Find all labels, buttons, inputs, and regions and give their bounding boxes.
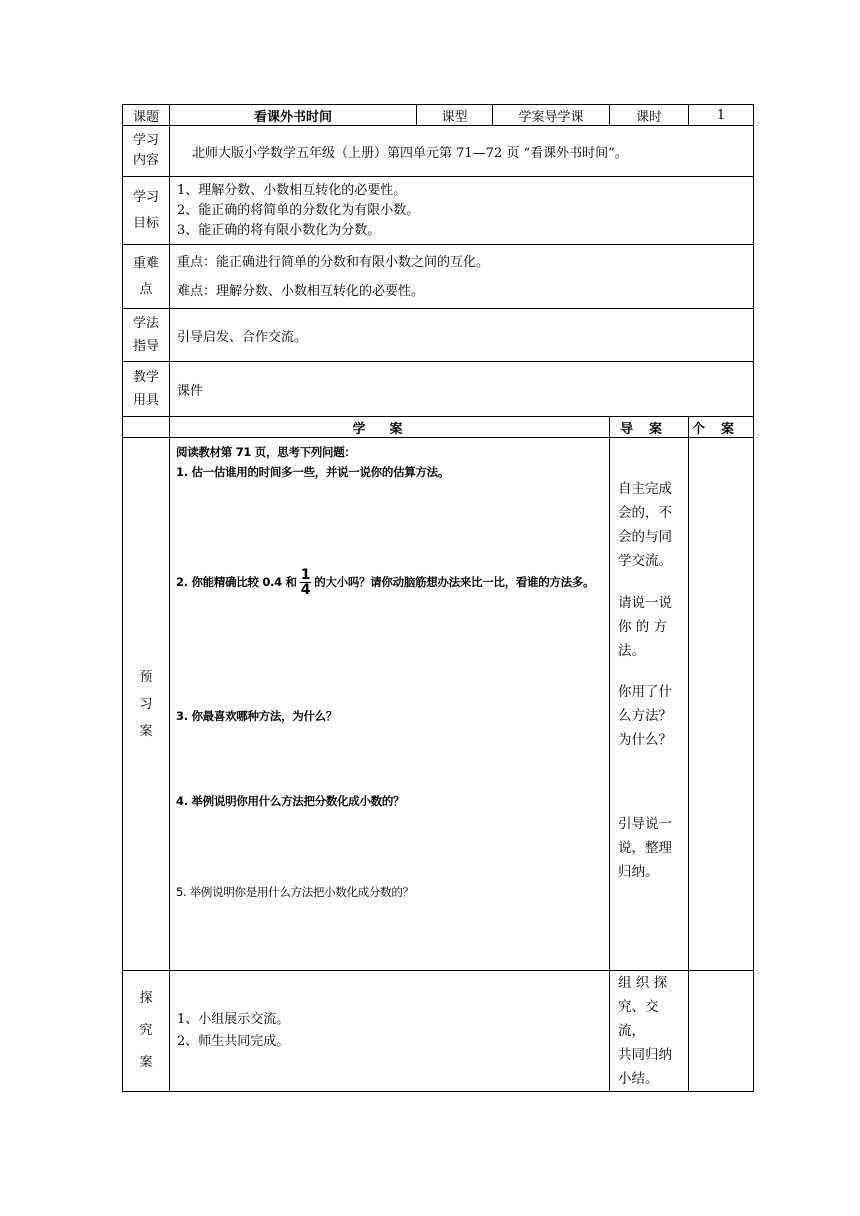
content-label	[123, 126, 170, 177]
guide-line: 引导说一	[618, 816, 672, 832]
explore-guide-line: 小结。	[618, 1071, 659, 1087]
topic-label: 课题	[123, 105, 170, 126]
guide-line: 么方法？	[618, 708, 672, 724]
section-header-blank	[123, 417, 170, 438]
tools-label-line-1: 教学	[132, 370, 159, 385]
tools-label	[123, 362, 170, 417]
method-label-line-2: 指导	[132, 339, 159, 354]
guide-note-4	[618, 812, 680, 884]
guide-line: 为什么？	[618, 732, 672, 748]
preview-question-2	[176, 568, 594, 597]
preview-questions	[170, 438, 610, 971]
explore-guide-line: 组 织 探	[618, 975, 668, 991]
explore-label-char: 探	[139, 991, 153, 1006]
preview-label-char: 预	[139, 669, 153, 685]
preview-question-3: 3. 你最喜欢哪种方法，为什么？	[176, 709, 338, 723]
fraction-one-quarter	[300, 568, 311, 597]
goals-label	[123, 177, 170, 245]
explore-label	[123, 971, 170, 1092]
content-text: 北师大版小学数学五年级（上册）第四单元第 71—72 页 “看课外书时间”。	[170, 126, 754, 177]
topic-value: 看课外书时间	[170, 105, 417, 126]
guide-line: 自主完成	[618, 481, 672, 497]
goal-item: 1、理解分数、小数相互转化的必要性。	[177, 182, 407, 198]
fraction-denominator: 4	[300, 582, 311, 598]
preview-intro: 阅读教材第 71 页，思考下列问题：	[176, 445, 356, 459]
explore-label-char: 案	[139, 1055, 153, 1070]
preview-question-1: 1. 估一估谁用的时间多一些，并说一说你的估算方法。	[176, 465, 450, 479]
key-label-line-2: 点	[139, 281, 153, 297]
key-points-row	[123, 245, 754, 309]
key-points-label	[123, 245, 170, 309]
q2-text-before: 2. 你能精确比较 0.4 和	[176, 575, 297, 589]
preview-row	[123, 438, 754, 971]
study-header-text: 学案	[352, 421, 427, 437]
guide-line: 法。	[618, 643, 645, 659]
content-label-line-1: 学习	[132, 133, 159, 148]
preview-personal	[689, 438, 754, 971]
guide-header	[610, 417, 689, 438]
guide-line: 会的与同	[618, 529, 672, 545]
fraction-numerator: 1	[300, 567, 311, 583]
guide-line: 请说一说	[618, 595, 672, 611]
tools-text: 课件	[170, 362, 754, 417]
explore-personal	[689, 971, 754, 1092]
personal-header-text: 个案	[692, 421, 751, 437]
q2-text-after: 的大小吗？请你动脑筋想办法来比一比，看谁的方法多。	[314, 575, 595, 589]
type-label: 课型	[417, 105, 493, 126]
goals-row	[123, 177, 754, 245]
goal-item: 2、能正确的将简单的分数化为有限小数。	[177, 202, 420, 218]
explore-guide-line: 究、交流，	[618, 999, 659, 1039]
period-label: 课时	[610, 105, 689, 126]
guide-header-text: 导案	[620, 421, 679, 437]
guide-note-2	[618, 591, 680, 663]
section-header-row	[123, 417, 754, 438]
guide-line: 你 的 方	[618, 619, 668, 635]
guide-line: 说，整理	[618, 840, 672, 856]
content-row	[123, 126, 754, 177]
preview-question-4: 4. 举例说明你用什么方法把分数化成小数的？	[176, 794, 405, 808]
explore-items	[170, 971, 610, 1092]
content-label-line-2: 内容	[132, 153, 159, 168]
explore-label-char: 究	[139, 1023, 153, 1038]
key-point-item: 重点：能正确进行简单的分数和有限小数之间的互化。	[177, 254, 490, 270]
lesson-plan-table	[122, 104, 754, 1092]
explore-row	[123, 971, 754, 1092]
header-row	[123, 105, 754, 126]
guide-note-1	[618, 477, 680, 573]
key-point-item: 难点：理解分数、小数相互转化的必要性。	[177, 283, 425, 299]
explore-item: 2、师生共同完成。	[177, 1034, 290, 1049]
explore-guide-line: 共同归纳	[618, 1047, 672, 1063]
method-label	[123, 309, 170, 362]
study-header	[170, 417, 610, 438]
tools-row	[123, 362, 754, 417]
key-label-line-1: 重难	[132, 255, 159, 271]
preview-label-char: 案	[139, 723, 153, 739]
guide-line: 你用了什	[618, 684, 672, 700]
guide-line: 学交流。	[618, 553, 672, 569]
explore-guide	[610, 971, 689, 1092]
goals-label-line-1: 学习	[132, 189, 159, 205]
goals-label-line-2: 目标	[132, 215, 159, 231]
guide-line: 归纳。	[618, 864, 659, 880]
explore-item: 1、小组展示交流。	[177, 1012, 290, 1027]
personal-header	[689, 417, 754, 438]
period-value: 1	[689, 105, 754, 126]
tools-label-line-2: 用具	[132, 393, 159, 408]
preview-guide	[610, 438, 689, 971]
guide-note-3	[618, 680, 680, 752]
preview-label	[123, 438, 170, 971]
method-label-line-1: 学法	[132, 316, 159, 331]
goal-item: 3、能正确的将有限小数化为分数。	[177, 222, 381, 238]
preview-label-char: 习	[139, 696, 153, 712]
goals-list	[170, 177, 754, 245]
method-text: 引导启发、合作交流。	[170, 309, 754, 362]
type-value: 学案导学课	[493, 105, 610, 126]
method-row	[123, 309, 754, 362]
key-points-list	[170, 245, 754, 309]
preview-question-5: 5. 举例说明你是用什么方法把小数化成分数的？	[176, 885, 414, 899]
guide-line: 会的，不	[618, 505, 672, 521]
